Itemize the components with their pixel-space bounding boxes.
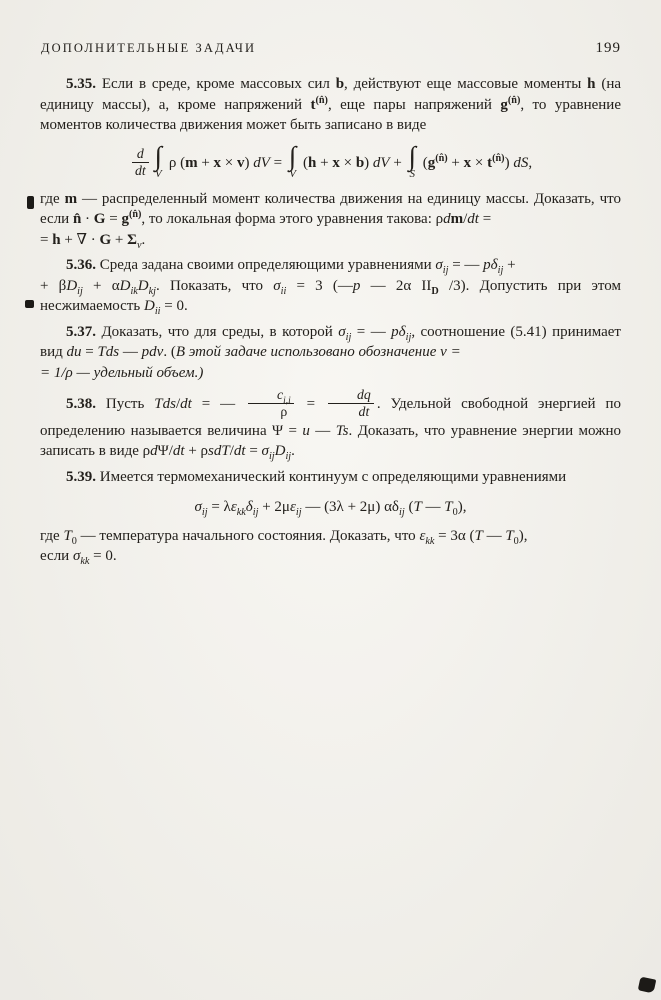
problem-5-36-statement: 5.36. Среда задана своими определяющими уравнениями $\sigma_{ij}$ = — $p\delta_{ij}$ + + $\beta D_{ij} + \alpha D_{ik}D_{kj}$. Показать, что $\sigma_{ii} = 3$ (—p — 2α $II_D$ /3). Допустить при этом несжимаемость $D_{ii} = 0$.	[40, 257, 621, 317]
page-number: 199	[595, 40, 621, 56]
scan-artifact	[25, 300, 34, 308]
scan-artifact	[638, 976, 657, 993]
equation-5-39: $\sigma_{ij} = \lambda\varepsilon_{kk}\delta_{ij} + 2\mu\varepsilon_{ij}$ — (3λ + 2μ) $\alpha\delta_{ij}$ (T — $T_0$),	[194, 499, 467, 519]
integral-sign: ∫ V	[288, 140, 297, 180]
problem-5-39-continuation: где $T_0$ — температура начального состояния. Доказать, что $\varepsilon_{kk} = 3\alpha$ (T — $T_0$), если $\sigma_{kk} = 0$.	[40, 527, 528, 568]
problem-5-35-statement: 5.35. Если в среде, кроме массовых сил b, действуют еще массовые моменты h (на единицу массы), а, кроме напряжений $t^{(n̂)}$, еще пары напряжений $g^{(n̂)}$, то уравнение моментов количества движения может быть записано в виде	[40, 76, 622, 133]
fraction: $\frac{d}{dt}$	[132, 146, 149, 179]
problem-5-37-statement: 5.37. Доказать, что для среды, в которой $\sigma_{ij}$ = — $p\delta_{ij}$, соотношение (5.41) принимает вид du = Tds — pdv. (В этой задаче использовано обозначение v = = 1/ρ — удельный объем.)	[40, 323, 621, 381]
problem-5-35-continuation: где m — распределенный момент количества движения на единицу массы. Доказать, что если n̂ · $G = g^{(n̂)}$, то локальная форма этого уравнения такова: ρdm/dt = = h + ∇ · $G + \Sigma_v$.	[40, 190, 621, 251]
running-title: ДОПОЛНИТЕЛЬНЫЕ ЗАДАЧИ	[41, 41, 257, 55]
problem-5-39-statement: 5.39. Имеется термомеханический континуум с определяющими уравнениями	[66, 468, 567, 485]
integral-sign: ∫ V	[154, 140, 163, 180]
fraction: $\frac{dq}{dt}$	[328, 387, 374, 420]
text-column	[40, 74, 621, 567]
scan-artifact	[27, 196, 34, 209]
page-header	[41, 40, 621, 57]
equation-5-35: $\frac{d}{dt}$ ∫ V ρ (m + x × v) dV = ∫ V (h + x × b) dV + ∫ S $(g^{(n̂)} + x \times t^{(n̂)})$ dS,	[40, 146, 621, 181]
integral-sign: ∫ S	[408, 140, 416, 180]
fraction: $\frac{c_{i,i}}{\rho}$	[248, 387, 294, 420]
problem-5-38-statement: 5.38. Пусть Tds/dt = — $\frac{c_{i,i}}{\rho}$ = $\frac{dq}{dt}$ . Удельной свободной энергией по определению называется величина Ψ = u — Ts. Доказать, что уравнение энергии можно записать в виде $\rho d\Psi/dt + \rho sdT/dt = \sigma_{ij}D_{ij}$.	[40, 387, 622, 463]
